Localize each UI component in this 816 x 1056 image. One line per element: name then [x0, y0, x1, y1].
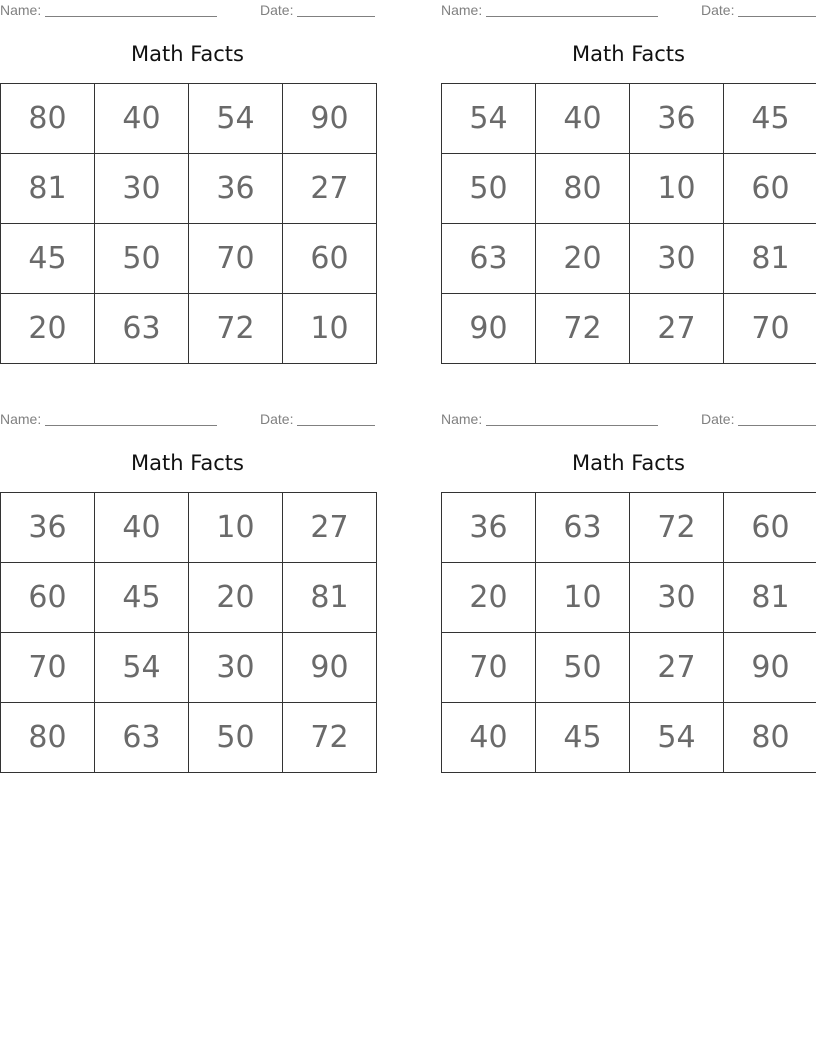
grid-cell: 54: [630, 703, 724, 773]
grid-cell: 45: [95, 563, 189, 633]
grid-cell: 72: [189, 294, 283, 364]
grid-row: [442, 224, 816, 294]
grid-row: [442, 703, 816, 773]
grid-cell: 60: [1, 563, 95, 633]
name-field[interactable]: [486, 411, 658, 426]
grid-cell: 90: [724, 633, 816, 703]
grid-cell: 20: [1, 294, 95, 364]
grid-row: [442, 294, 816, 364]
grid-cell: 45: [1, 224, 95, 294]
date-label: Date:: [701, 411, 735, 427]
grid-cell: 54: [442, 84, 536, 154]
grid-row: [1, 493, 377, 563]
grid-cell: 30: [95, 154, 189, 224]
grid-row: [442, 633, 816, 703]
grid-cell: 90: [442, 294, 536, 364]
grid-cell: 63: [95, 294, 189, 364]
grid-cell: 40: [536, 84, 630, 154]
grid-cell: 30: [630, 224, 724, 294]
date-label: Date:: [701, 2, 735, 18]
grid-cell: 70: [189, 224, 283, 294]
grid-cell: 10: [536, 563, 630, 633]
worksheet-header: [0, 2, 375, 20]
grid-cell: 80: [536, 154, 630, 224]
grid-cell: 50: [189, 703, 283, 773]
grid-cell: 36: [1, 493, 95, 563]
grid-row: [1, 154, 377, 224]
grid-cell: 72: [630, 493, 724, 563]
grid-cell: 63: [536, 493, 630, 563]
grid-row: [1, 633, 377, 703]
grid-cell: 60: [283, 224, 377, 294]
worksheet-title: Math Facts: [131, 451, 244, 475]
grid-cell: 27: [630, 294, 724, 364]
grid-cell: 80: [724, 703, 816, 773]
grid-row: [1, 563, 377, 633]
grid-cell: 40: [95, 493, 189, 563]
grid-cell: 27: [283, 154, 377, 224]
name-label: Name:: [441, 411, 483, 427]
grid-cell: 40: [442, 703, 536, 773]
grid-cell: 45: [536, 703, 630, 773]
grid-cell: 36: [442, 493, 536, 563]
grid-cell: 30: [189, 633, 283, 703]
name-field[interactable]: [45, 411, 217, 426]
name-label: Name:: [0, 2, 42, 18]
grid-cell: 36: [189, 154, 283, 224]
grid-cell: 80: [1, 84, 95, 154]
grid-row: [442, 154, 816, 224]
date-field[interactable]: [297, 2, 375, 17]
worksheet: [0, 409, 375, 781]
date-field[interactable]: [738, 2, 816, 17]
grid-cell: 36: [630, 84, 724, 154]
name-field[interactable]: [486, 2, 658, 17]
grid-cell: 27: [283, 493, 377, 563]
grid-cell: 81: [724, 224, 816, 294]
date-label: Date:: [260, 411, 294, 427]
grid-cell: 72: [283, 703, 377, 773]
grid-cell: 20: [189, 563, 283, 633]
grid-cell: 90: [283, 633, 377, 703]
grid-cell: 81: [1, 154, 95, 224]
grid-cell: 60: [724, 154, 816, 224]
grid-cell: 50: [536, 633, 630, 703]
grid-cell: 27: [630, 633, 724, 703]
grid-row: [442, 493, 816, 563]
grid-cell: 10: [630, 154, 724, 224]
grid-row: [1, 703, 377, 773]
grid-cell: 20: [442, 563, 536, 633]
worksheet: [0, 0, 375, 372]
grid-row: [442, 563, 816, 633]
grid-cell: 72: [536, 294, 630, 364]
name-field[interactable]: [45, 2, 217, 17]
worksheet-title: Math Facts: [572, 451, 685, 475]
worksheet-header: [441, 2, 816, 20]
facts-grid: [441, 83, 816, 364]
grid-cell: 60: [724, 493, 816, 563]
grid-row: [442, 84, 816, 154]
grid-cell: 40: [95, 84, 189, 154]
grid-cell: 54: [189, 84, 283, 154]
grid-cell: 70: [442, 633, 536, 703]
facts-grid: [0, 492, 377, 773]
grid-cell: 81: [283, 563, 377, 633]
facts-grid: [0, 83, 377, 364]
grid-cell: 70: [724, 294, 816, 364]
grid-row: [1, 294, 377, 364]
grid-cell: 45: [724, 84, 816, 154]
grid-cell: 80: [1, 703, 95, 773]
grid-cell: 20: [536, 224, 630, 294]
grid-cell: 10: [283, 294, 377, 364]
grid-cell: 81: [724, 563, 816, 633]
grid-cell: 10: [189, 493, 283, 563]
grid-cell: 50: [442, 154, 536, 224]
date-label: Date:: [260, 2, 294, 18]
grid-cell: 50: [95, 224, 189, 294]
worksheet: [441, 0, 816, 372]
grid-cell: 63: [442, 224, 536, 294]
facts-grid: [441, 492, 816, 773]
worksheet-title: Math Facts: [572, 42, 685, 66]
worksheet-header: [441, 411, 816, 429]
grid-row: [1, 224, 377, 294]
grid-cell: 54: [95, 633, 189, 703]
grid-cell: 30: [630, 563, 724, 633]
date-field[interactable]: [297, 411, 375, 426]
grid-cell: 70: [1, 633, 95, 703]
grid-cell: 90: [283, 84, 377, 154]
grid-cell: 63: [95, 703, 189, 773]
worksheet-header: [0, 411, 375, 429]
name-label: Name:: [0, 411, 42, 427]
name-label: Name:: [441, 2, 483, 18]
date-field[interactable]: [738, 411, 816, 426]
worksheet-title: Math Facts: [131, 42, 244, 66]
grid-row: [1, 84, 377, 154]
worksheet: [441, 409, 816, 781]
